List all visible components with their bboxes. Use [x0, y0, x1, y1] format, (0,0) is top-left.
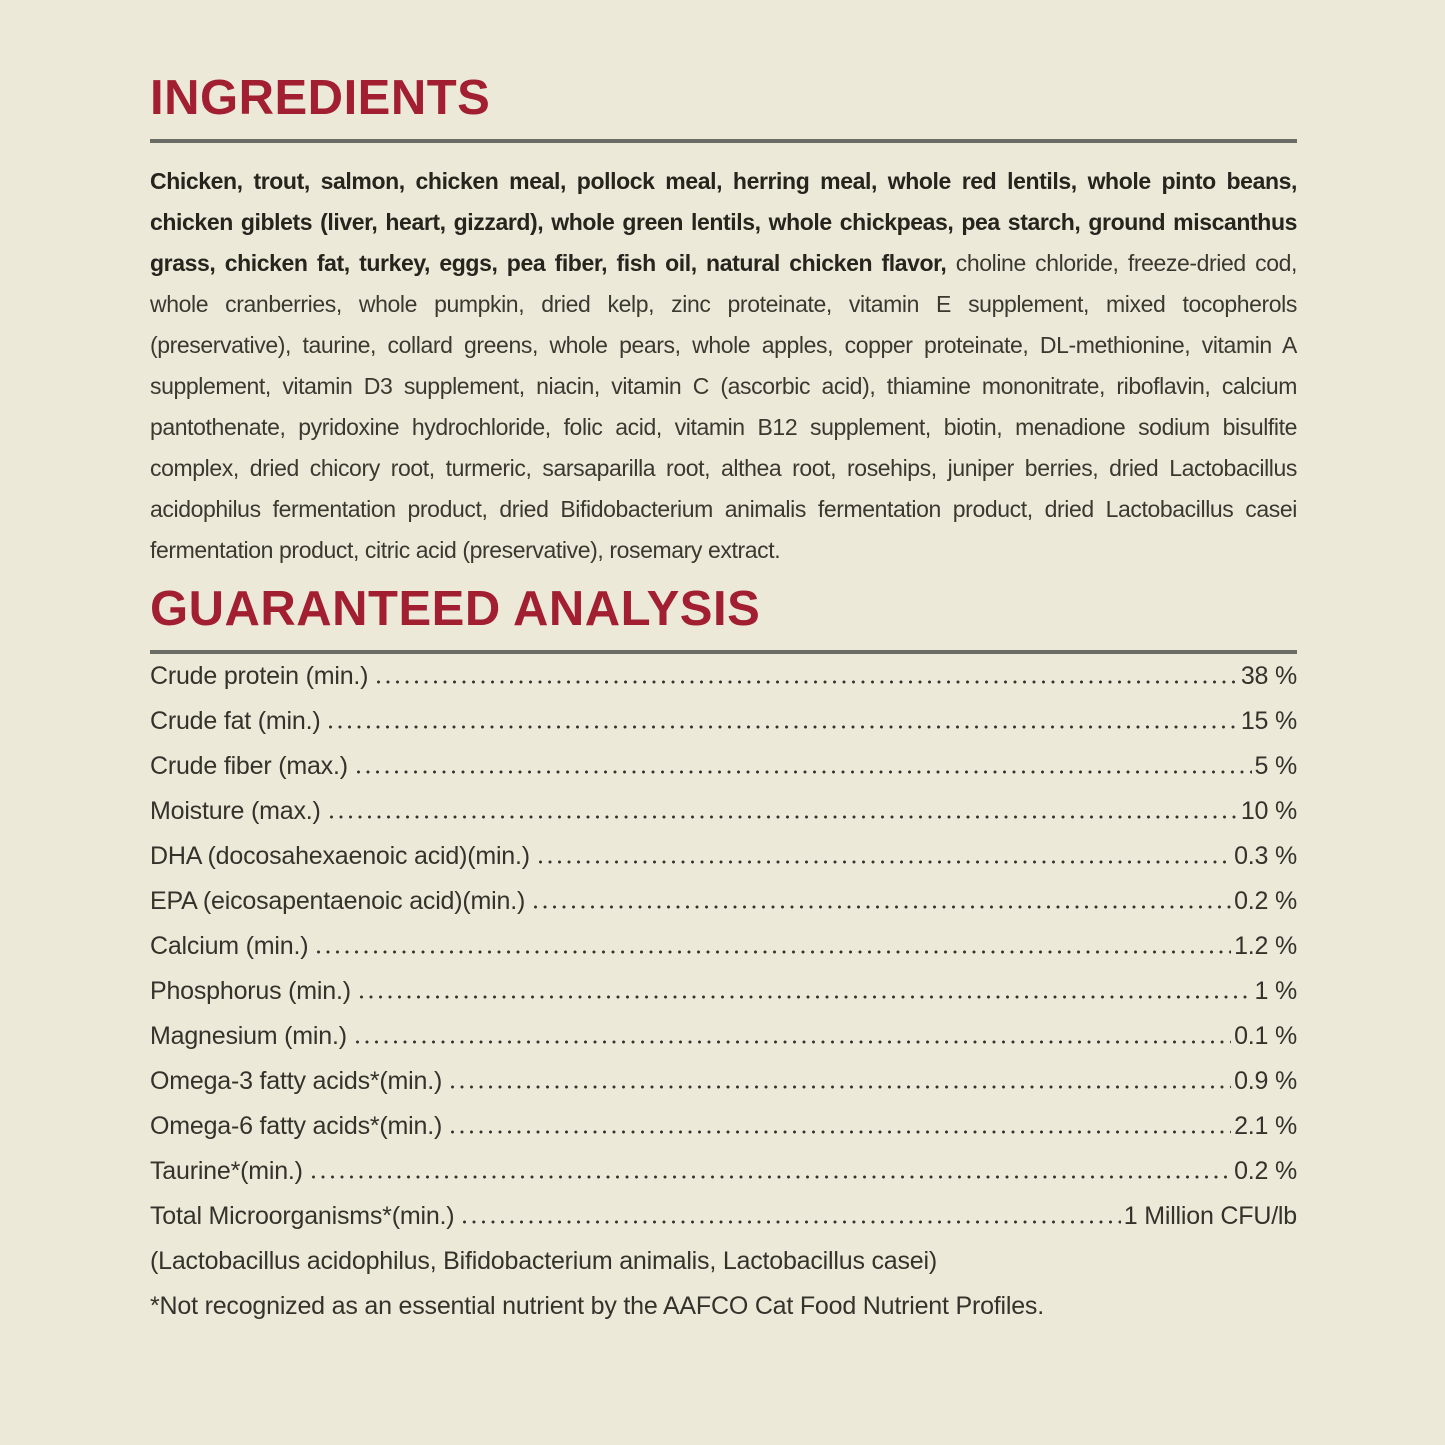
nutrient-value: 0.9 % [1234, 1067, 1297, 1095]
dot-leader [311, 1173, 1231, 1179]
nutrient-value: 0.2 % [1234, 887, 1297, 915]
nutrient-value: 5 % [1254, 752, 1297, 780]
analysis-row [150, 889, 1297, 914]
dot-leader [538, 858, 1231, 864]
nutrient-label: DHA (docosahexaenoic acid)(min.) [150, 842, 530, 870]
analysis-row [150, 1069, 1297, 1094]
microorganisms-note: (Lactobacillus acidophilus, Bifidobacterium animalis, Lactobacillus casei) [150, 1247, 937, 1275]
nutrient-value: 10 % [1240, 797, 1297, 825]
nutrient-label: Moisture (max.) [150, 797, 321, 825]
analysis-row [150, 934, 1297, 959]
nutrient-label: Total Microorganisms*(min.) [150, 1202, 455, 1230]
analysis-row [150, 844, 1297, 869]
nutrient-value: 1.2 % [1234, 932, 1297, 960]
ingredients-rest-text: choline chloride, freeze-dried cod, whole cranberries, whole pumpkin, dried kelp, zinc proteinate, vitamin E supplement, mixed tocopherols (preservative), taurine, collard greens, whole pears, whole apples, copper proteinate, DL-methionine, vitamin A supplement, vitamin D3 supplement, niacin, vitamin C (ascorbic acid), thiamine mononitrate, riboflavin, calcium pantothenate, pyridoxine hydrochloride, folic acid, vitamin B12 supplement, biotin, menadione sodium bisulfite complex, dried chicory root, turmeric, sarsaparilla root, althea root, rosehips, juniper berries, dried Lactobacillus acidophilus fermentation product, dried Bifidobacterium animalis fermentation product, dried Lactobacillus casei fermentation product, citric acid (preservative), rosemary extract. [150, 250, 1297, 563]
analysis-divider [150, 650, 1297, 654]
ingredients-title: INGREDIENTS [150, 71, 491, 125]
nutrient-value: 0.2 % [1234, 1157, 1297, 1185]
nutrient-value: 38 % [1240, 662, 1297, 690]
dot-leader [316, 948, 1231, 954]
analysis-row [150, 979, 1297, 1004]
nutrient-label: Omega-6 fatty acids*(min.) [150, 1112, 443, 1140]
analysis-title: GUARANTEED ANALYSIS [150, 582, 761, 636]
ingredients-divider [150, 139, 1297, 143]
dot-leader [450, 1128, 1231, 1134]
analysis-row [150, 1024, 1297, 1049]
dot-leader [376, 678, 1238, 684]
ingredients-lead-text: Chicken, trout, salmon, chicken meal, pollock meal, herring meal, whole red lentils, whole pinto beans, chicken giblets (liver, heart, gizzard), whole green lentils, whole chickpeas, pea starch, ground miscanthus grass, chicken fat, turkey, eggs, pea fiber, fish oil, natural chicken flavor, [150, 168, 1297, 276]
nutrient-label: Taurine*(min.) [150, 1157, 303, 1185]
nutrient-label: Crude fiber (max.) [150, 752, 348, 780]
dot-leader [533, 903, 1231, 909]
ingredients-text [150, 161, 1297, 571]
nutrient-label: Omega-3 fatty acids*(min.) [150, 1067, 443, 1095]
nutrient-label: EPA (eicosapentaenoic acid)(min.) [150, 887, 526, 915]
dot-leader [329, 813, 1238, 819]
nutrient-value: 1 % [1254, 977, 1297, 1005]
nutrient-label: Magnesium (min.) [150, 1022, 347, 1050]
nutrient-label: Crude fat (min.) [150, 707, 321, 735]
dot-leader [356, 768, 1252, 774]
nutrient-value: 2.1 % [1234, 1112, 1297, 1140]
nutrient-value: 1 Million CFU/lb [1123, 1202, 1297, 1230]
nutrient-label: Phosphorus (min.) [150, 977, 351, 1005]
nutrient-value: 0.3 % [1234, 842, 1297, 870]
dot-leader [462, 1218, 1120, 1224]
nutrient-value: 0.1 % [1234, 1022, 1297, 1050]
dot-leader [328, 723, 1237, 729]
analysis-row [150, 1159, 1297, 1184]
analysis-row [150, 664, 1297, 689]
nutrient-value: 15 % [1240, 707, 1297, 735]
dot-leader [355, 1038, 1231, 1044]
analysis-row [150, 1204, 1297, 1229]
analysis-row [150, 799, 1297, 824]
dot-leader [450, 1083, 1231, 1089]
analysis-section [150, 582, 1297, 1320]
analysis-row [150, 1114, 1297, 1139]
ingredients-section [150, 71, 1297, 571]
analysis-row [150, 754, 1297, 779]
nutrient-label: Calcium (min.) [150, 932, 309, 960]
nutrient-label: Crude protein (min.) [150, 662, 369, 690]
dot-leader [359, 993, 1252, 999]
analysis-table [150, 664, 1297, 1229]
analysis-row [150, 709, 1297, 734]
aafco-footnote: *Not recognized as an essential nutrient by the AAFCO Cat Food Nutrient Profiles. [150, 1292, 1044, 1320]
